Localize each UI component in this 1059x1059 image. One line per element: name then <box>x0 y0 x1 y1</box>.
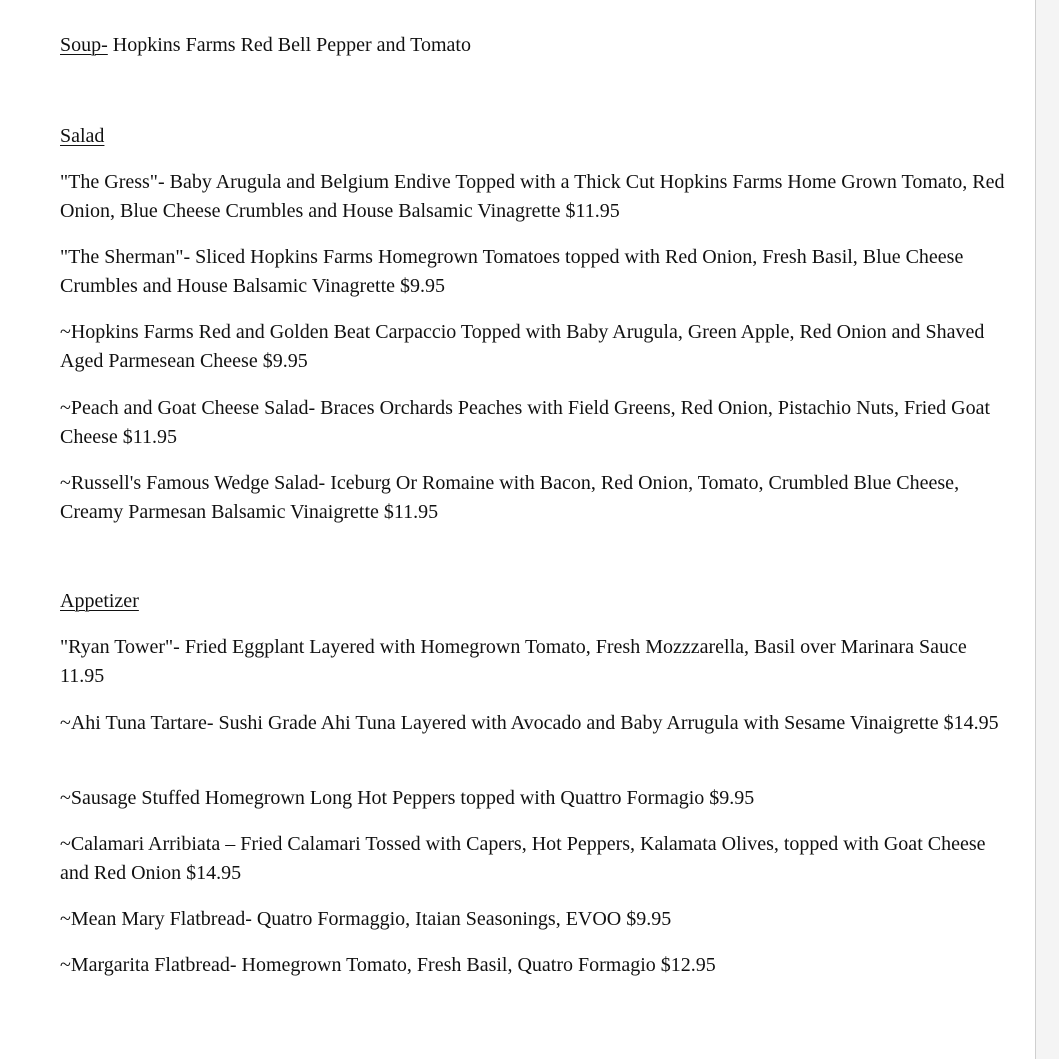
soup-text: Hopkins Farms Red Bell Pepper and Tomato <box>107 34 471 56</box>
appetizer-item: ~Sausage Stuffed Homegrown Long Hot Peppers topped with Quattro Formagio $9.95 <box>60 787 755 809</box>
salad-heading: Salad <box>60 125 105 147</box>
appetizer-item: ~Ahi Tuna Tartare- Sushi Grade Ahi Tuna Layered with Avocado and Baby Arrugula with Sesame Vinaigrette $14.95 <box>60 712 999 734</box>
soup-line <box>60 31 1010 60</box>
appetizer-item: ~Calamari Arribiata – Fried Calamari Tossed with Capers, Hot Peppers, Kalamata Olives, topped with Goat Cheese and Red Onion $14.95 <box>60 833 986 884</box>
salad-item: ~Hopkins Farms Red and Golden Beat Carpaccio Topped with Baby Arugula, Green Apple, Red Onion and Shaved Aged Parmesean Cheese $9.95 <box>60 321 985 372</box>
salad-item: "The Gress"- Baby Arugula and Belgium Endive Topped with a Thick Cut Hopkins Farms Home Grown Tomato, Red Onion, Blue Cheese Crumbles and House Balsamic Vinagrette $11.95 <box>60 171 1005 222</box>
appetizer-item: "Ryan Tower"- Fried Eggplant Layered with Homegrown Tomato, Fresh Mozzzarella, Basil over Marinara Sauce 11.95 <box>60 636 967 687</box>
salad-item: ~Russell's Famous Wedge Salad- Iceburg Or Romaine with Bacon, Red Onion, Tomato, Crumbled Blue Cheese, Creamy Parmesan Balsamic Vinaigrette $11.95 <box>60 472 960 523</box>
salad-item: "The Sherman"- Sliced Hopkins Farms Homegrown Tomatoes topped with Red Onion, Fresh Basil, Blue Cheese Crumbles and House Balsamic Vinagrette $9.95 <box>60 246 964 297</box>
appetizer-item: ~Margarita Flatbread- Homegrown Tomato, Fresh Basil, Quatro Formagio $12.95 <box>60 954 716 976</box>
soup-label: Soup- <box>60 34 108 56</box>
appetizer-heading: Appetizer <box>60 590 139 612</box>
appetizer-item: ~Mean Mary Flatbread- Quatro Formaggio, Itaian Seasonings, EVOO $9.95 <box>60 908 672 930</box>
salad-item: ~Peach and Goat Cheese Salad- Braces Orchards Peaches with Field Greens, Red Onion, Pistachio Nuts, Fried Goat Cheese $11.95 <box>60 397 991 448</box>
